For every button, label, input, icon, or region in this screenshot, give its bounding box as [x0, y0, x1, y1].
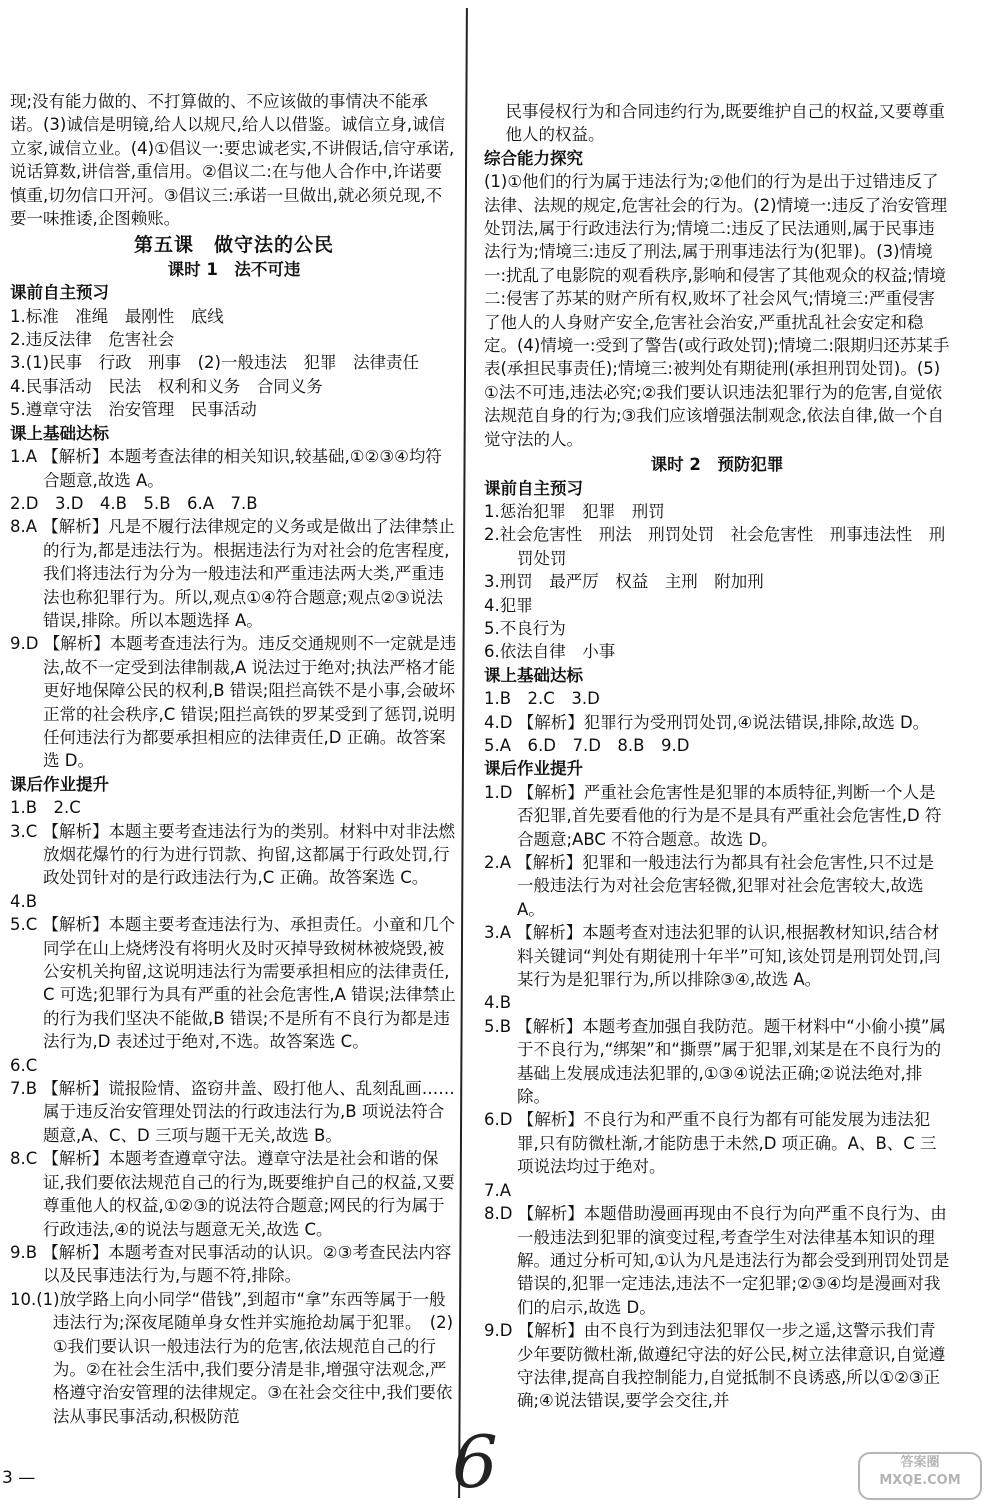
answer-item: 8.A 【解析】凡是不履行法律规定的义务或是做出了法律禁止的行为,都是违法行为。根据违法行为对社会的危害程度,我们将违法行为分为一般违法和严重违法两大类,严重违法也称犯罪行为。所以,观点①④符合题意;观点②③说法错误,排除。所以本题选择 A。 [10, 517, 455, 630]
right-column [484, 100, 950, 1413]
answer-item: 3.C 【解析】本题主要考查违法行为的类别。材料中对非法燃放烟花爆竹的行为进行罚款、拘留,这都属于行政处罚,行政处罚针对的是行政违法行为,C 正确。故答案选 C。 [10, 821, 456, 888]
period-1-title: 课时 1 法不可违 [167, 259, 301, 279]
answer-item: 2.A 【解析】犯罪和一般违法行为都具有社会危害性,只不过是一般违法行为对社会危害轻微,犯罪对社会危害较大,故选 A。 [484, 853, 935, 919]
section-heading-preview: 课前自主预习 [484, 478, 583, 498]
answer-item: 4.B [10, 891, 38, 911]
ability-answer: (1)①他们的行为属于违法行为;②他们的行为是出于过错违反了法律、法规的规定,危害社会的行为。(2)情境一:违反了治安管理处罚法,属于行政违法行为;情境二:违反了民法通则,属于民事违法行为;情境三:违反了刑法,属于刑事违法行为(犯罪)。(3)情境一:扰乱了电影院的观看秩序,影响和侵害了其他观众的权益;情境二:侵害了苏某的财产所有权,败坏了社会风气;情境三:严重侵害了他人的人身财产安全,危害社会治安,严重扰乱社会安定和稳定。(4)情境一:受到了警告(或行政处罚);情境二:限期归还苏某手表(承担民事责任);情境三:被判处有期徒刑(承担刑罚处罚)。(5)①法不可违,违法必究;②我们要认识违法犯罪行为的危害,自觉依法规范自身的行为;③我们应该增强法制观念,依法自律,做一个自觉守法的人。 [484, 172, 950, 449]
page-number: 3 — [2, 1468, 36, 1488]
answer-item: 8.D 【解析】本题借助漫画再现由不良行为向严重不良行为、由一般违法到犯罪的演变过程,考查学生对法律基本知识的理解。通过分析可知,①认为凡是违法行为都会受到刑罚处罚是错误的,犯罪一定违法,违法不一定犯罪;②③④均是漫画对我们的启示,故选 D。 [484, 1204, 950, 1317]
preview-item: 2.社会危害性 刑法 刑罚处罚 社会危害性 刑事违法性 刑罚处罚 [484, 525, 946, 568]
answer-item: 9.D 【解析】由不良行为到违法犯罪仅一步之遥,这警示我们青少年要防微杜渐,做遵纪守法的好公民,树立法律意识,自觉遵守法律,提高自我控制能力,自觉抵制不良诱惑,所以①②③正确;④说法错误,要学会交往,并 [484, 1321, 946, 1411]
section-heading-preview: 课前自主预习 [10, 283, 109, 303]
left-column [10, 90, 458, 1428]
preview-item: 1.标准 准绳 最刚性 底线 [10, 306, 224, 326]
preview-item: 5.不良行为 [484, 618, 566, 638]
answer-item: 4.D 【解析】犯罪行为受刑罚处罚,④说法错误,排除,故选 D。 [484, 712, 930, 732]
section-heading-after: 课后作业提升 [484, 759, 583, 779]
answer-item-10: 10.(1)放学路上向小同学“借钱”,到超市“拿”东西等属于一般违法行为;深夜尾随单身女性并实施抢劫属于犯罪。 (2)①我们要认识一般违法行为的危害,依法规范自己的行为。②在社会生活中,我们要分清是非,增强守法观念,严格遵守治安管理的法律规定。③在社会交往中,我们要依法从事民事活动,积极防范 [10, 1289, 454, 1426]
preview-item: 4.犯罪 [484, 595, 533, 615]
column-divider-line [458, 8, 468, 1498]
intro-paragraph: 现;没有能力做的、不打算做的、不应该做的事情决不能承诺。(3)诚信是明镜,给人以规尺,给人以借鉴。诚信立身,诚信立家,诚信立业。(4)①倡议一:要忠诚老实,不讲假话,信守承诺,说话算数,讲信誉,重信用。②倡议二:在与他人合作中,许诺要慎重,切勿信口开河。③倡议三:承诺一旦做出,就必须兑现,不要一味推诿,企图赖账。 [10, 92, 455, 229]
handwritten-mark: 6 [452, 1420, 498, 1504]
preview-item: 4.民事活动 民法 权利和义务 合同义务 [10, 376, 323, 396]
section-heading-class: 课上基础达标 [484, 665, 583, 685]
answer-item: 1.B 2.C [10, 798, 81, 818]
preview-item: 3.刑罚 最严厉 权益 主刑 附加刑 [484, 572, 764, 592]
section-heading-ability: 综合能力探究 [484, 148, 583, 168]
answer-item: 8.C 【解析】本题考查遵章守法。遵章守法是社会和谐的保证,我们要依法规范自己的行为,既要维护自己的权益,又要尊重他人的权益,①②③的说法符合题意;网民的行为属于行政违法,④的说法与题意无关,故选 C。 [10, 1149, 455, 1239]
answer-item: 9.D 【解析】本题考查违法行为。违反交通规则不一定就是违法,故不一定受到法律制裁,A 说法过于绝对;执法严格才能更好地保障公民的权利,B 错误;阻拦高铁不是小事,会破坏正常的社会秩序,C 错误;阻拦高铁的罗某受到了惩罚,说明任何违法行为都要承担相应的法律责任,D 正确。故答案选 D。 [10, 634, 457, 771]
preview-item: 3.(1)民事 行政 刑事 (2)一般违法 犯罪 法律责任 [10, 353, 419, 373]
preview-item: 6.依法自律 小事 [484, 642, 616, 662]
answer-item: 6.D 【解析】不良行为和严重不良行为都有可能发展为违法犯罪,只有防微杜渐,才能防患于未然,D 项正确。A、B、C 三项说法均过于绝对。 [484, 1110, 937, 1177]
answer-item: 1.A 【解析】本题考查法律的相关知识,较基础,①②③④均符合题意,故选 A。 [10, 447, 442, 490]
watermark-logo: 答案圈 MXQE.COM [858, 1452, 982, 1500]
answer-item: 6.C [10, 1055, 38, 1075]
section-heading-after: 课后作业提升 [10, 774, 109, 794]
answer-item: 1.D 【解析】严重社会危害性是犯罪的本质特征,判断一个人是否犯罪,首先要看他的行为是不是具有严重社会危害性,D 符合题意;ABC 不符合题意。故选 D。 [484, 782, 942, 849]
preview-item: 5.遵章守法 治安管理 民事活动 [10, 400, 257, 420]
answer-item: 5.B 【解析】本题考查加强自我防范。题干材料中“小偷小摸”属于不良行为,“绑架”和“撕票”属于犯罪,刘某是在不良行为的基础上发展成违法犯罪的,①③④说法正确;②说法绝对,排除。 [484, 1016, 946, 1107]
answer-item: 1.B 2.C 3.D [484, 689, 600, 709]
continuation-paragraph: 民事侵权行为和合同违约行为,既要维护自己的权益,又要尊重他人的权益。 [505, 102, 945, 145]
section-heading-class: 课上基础达标 [10, 423, 109, 443]
lesson-title: 第五课 做守法的公民 [133, 234, 334, 257]
answer-item: 5.A 6.D 7.D 8.B 9.D [484, 735, 690, 755]
answer-item: 3.A 【解析】本题考查对违法犯罪的认识,根据教材知识,结合材料关键词“判处有期徒刑十年半”可知,该处罚是刑罚处罚,闫某行为是犯罪行为,所以排除③④,故选 A。 [484, 923, 941, 990]
answer-item: 5.C 【解析】本题主要考查违法行为、承担责任。小童和几个同学在山上烧烤没有将明火及时灭掉导致树林被烧毁,被公安机关拘留,这说明违法行为需要承担相应的法律责任,C 可选;犯罪行为具有严重的社会危害性,A 错误;法律禁止的行为我们坚决不能做,B 错误;不是所有不良行为都是违法行为,D 表述过于绝对,不选。故答案选 C。 [10, 915, 456, 1052]
answer-item: 7.A [484, 1180, 512, 1200]
preview-item: 2.违反法律 危害社会 [10, 330, 175, 350]
preview-item: 1.惩治犯罪 犯罪 刑罚 [484, 501, 665, 521]
period-2-title: 课时 2 预防犯罪 [650, 455, 784, 475]
answer-item: 2.D 3.D 4.B 5.B 6.A 7.B [10, 493, 258, 513]
answer-item: 4.B [484, 993, 512, 1013]
answer-item: 7.B 【解析】谎报险情、盗窃井盖、殴打他人、乱刻乱画……属于违反治安管理处罚法的行政违法行为,B 项说法符合题意,A、C、D 三项与题干无关,故选 B。 [10, 1079, 455, 1145]
answer-item: 9.B 【解析】本题考查对民事活动的认识。②③考查民法内容以及民事违法行为,与题不符,排除。 [10, 1242, 452, 1286]
